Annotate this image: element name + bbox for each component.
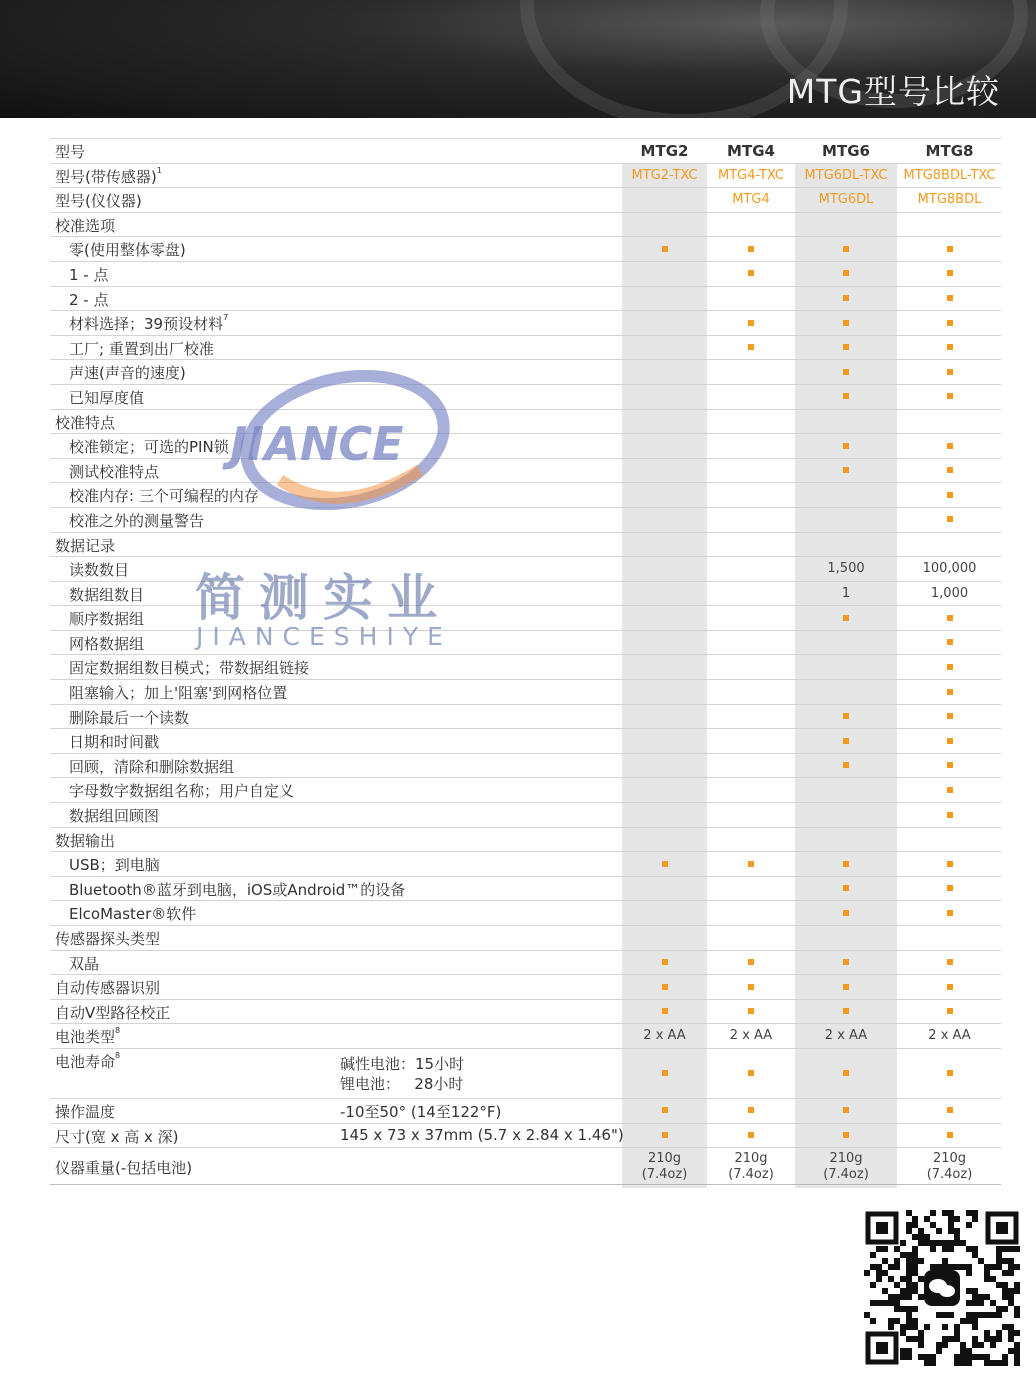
table-row — [50, 261, 1001, 286]
cell-empty — [622, 360, 707, 384]
row-label: 网格数据组 — [69, 634, 145, 653]
table-row — [50, 974, 1001, 999]
cell-value: MTG6DL-TXC — [804, 167, 888, 183]
col-header-mtg8: MTG8 — [925, 142, 974, 160]
cell-empty — [622, 778, 707, 802]
cell-empty — [795, 803, 897, 827]
op-temp-value: -10至50° (14至122°F) — [340, 1102, 502, 1121]
cell-dot — [795, 877, 897, 901]
cell-empty — [708, 828, 794, 852]
cell-dot — [708, 1124, 794, 1148]
cell-value: MTG6DL — [818, 192, 874, 208]
row-label: 顺序数据组 — [69, 610, 145, 629]
cell-empty — [622, 262, 707, 286]
cell-dot — [622, 975, 707, 999]
table-row — [50, 286, 1001, 311]
cell-empty — [622, 729, 707, 753]
cell-dot — [898, 1049, 1001, 1099]
table-row — [50, 900, 1001, 925]
cell-value: 2 x AA — [643, 1028, 686, 1044]
cell-dot — [708, 237, 794, 261]
table-row — [50, 950, 1001, 975]
cell-empty — [708, 434, 794, 458]
cell-empty — [622, 533, 707, 557]
cell-dot — [795, 852, 897, 876]
cell-dot — [898, 803, 1001, 827]
row-label: 1 - 点 — [69, 265, 109, 284]
cell-value: MTG4 — [732, 192, 770, 208]
cell-empty — [622, 926, 707, 950]
cell-empty — [622, 459, 707, 483]
cell-empty — [622, 508, 707, 532]
cell-empty — [622, 483, 707, 507]
cell-dot — [898, 975, 1001, 999]
cell-dot — [795, 606, 897, 630]
table-row — [50, 359, 1001, 384]
cell-value: MTG8BDL — [917, 192, 982, 208]
cell-dot — [708, 1099, 794, 1123]
cell-dot — [898, 311, 1001, 335]
cell-dot — [795, 975, 897, 999]
table-row — [50, 728, 1001, 753]
cell-dot — [898, 459, 1001, 483]
cell-empty — [795, 655, 897, 679]
cell-empty — [708, 606, 794, 630]
cell-dot — [898, 877, 1001, 901]
cell-empty — [708, 926, 794, 950]
table-row — [50, 630, 1001, 655]
row-label: 数据输出 — [55, 831, 116, 850]
watermark-en: JIANCESHIYE — [196, 622, 452, 651]
cell-dot — [795, 754, 897, 778]
watermark-cn: 简测实业 — [195, 569, 451, 627]
cell-empty — [622, 680, 707, 704]
row-label: 测试校准特点 — [69, 462, 160, 481]
cell-dot — [795, 336, 897, 360]
cell-empty — [795, 213, 897, 237]
cell-dot — [795, 1049, 897, 1099]
cell-empty — [622, 754, 707, 778]
row-label: 材料选择；39预设材料$^7$ — [69, 313, 229, 334]
cell-value: 1,000 — [930, 585, 969, 601]
cell-empty — [622, 705, 707, 729]
cell-empty — [708, 582, 794, 606]
row-label: 日期和时间戳 — [69, 733, 160, 752]
table-row — [50, 925, 1001, 950]
table-row — [50, 654, 1001, 679]
battery-life-row — [50, 1048, 1001, 1098]
cell-empty — [708, 533, 794, 557]
row-label: 工厂; 重置到出厂校准 — [69, 339, 214, 358]
cell-empty — [622, 803, 707, 827]
cell-empty — [622, 385, 707, 409]
header-label: 型号 — [55, 143, 86, 161]
row-label: 校准锁定；可选的PIN锁 — [69, 438, 229, 457]
table-row — [50, 827, 1001, 852]
cell-empty — [795, 680, 897, 704]
cell-dot — [795, 237, 897, 261]
table-row — [50, 876, 1001, 901]
cell-dot — [898, 778, 1001, 802]
cell-dot — [898, 237, 1001, 261]
row-label: 回顾，清除和删除数据组 — [69, 757, 235, 776]
cell-empty — [795, 828, 897, 852]
cell-dot — [795, 951, 897, 975]
cell-empty — [708, 655, 794, 679]
cell-empty — [708, 385, 794, 409]
cell-dot — [622, 1000, 707, 1024]
cell-dot — [898, 655, 1001, 679]
cell-dot — [708, 262, 794, 286]
cell-empty — [795, 508, 897, 532]
op-temp-label: 操作温度 — [55, 1102, 116, 1121]
row-label: USB；到电脑 — [69, 856, 160, 875]
cell-empty — [622, 901, 707, 925]
cell-dot — [898, 705, 1001, 729]
cell-value: 2 x AA — [729, 1028, 773, 1044]
row-label: 数据组回顾图 — [69, 807, 160, 826]
cell-value: MTG2-TXC — [631, 167, 698, 183]
row-label: 删除最后一个读数 — [69, 708, 190, 727]
table-row — [50, 482, 1001, 507]
row-label: 校准内存: 三个可编程的内存 — [69, 487, 259, 506]
battery-life-label: 电池寿命$^8$ — [55, 1050, 121, 1071]
cell-empty — [622, 410, 707, 434]
cell-empty — [622, 336, 707, 360]
watermark-logo-text: JIANCE — [230, 417, 404, 471]
cell-empty — [622, 213, 707, 237]
weight-row — [50, 1147, 1001, 1185]
weight-mtg4: 210g (7.4oz) — [728, 1151, 774, 1183]
table-row — [50, 236, 1001, 261]
cell-dot — [898, 360, 1001, 384]
table-row — [50, 704, 1001, 729]
cell-empty — [708, 459, 794, 483]
cell-empty — [708, 508, 794, 532]
row-label: 数据记录 — [55, 536, 116, 555]
cell-dot — [898, 262, 1001, 286]
cell-empty — [622, 434, 707, 458]
cell-empty — [708, 901, 794, 925]
cell-dot — [898, 901, 1001, 925]
table-row — [50, 802, 1001, 827]
row-label: 声速(声音的速度) — [69, 364, 186, 383]
size-label: 尺寸(宽 x 高 x 深) — [55, 1127, 179, 1146]
cell-dot — [622, 1049, 707, 1099]
row-label: 校准选项 — [55, 216, 116, 235]
wechat-icon — [924, 1270, 960, 1306]
table-row — [50, 384, 1001, 409]
cell-dot — [795, 385, 897, 409]
cell-empty — [622, 655, 707, 679]
cell-empty — [622, 287, 707, 311]
row-label: 传感器探头类型 — [55, 930, 161, 948]
table-row — [50, 605, 1001, 630]
row-label: 零(使用整体零盘) — [69, 241, 186, 260]
cell-empty — [708, 631, 794, 655]
cell-empty — [622, 877, 707, 901]
table-row — [50, 999, 1001, 1024]
comparison-table — [50, 138, 1001, 1185]
row-label: 型号(带传感器)$^1$ — [55, 165, 162, 186]
cell-value: 2 x AA — [928, 1028, 971, 1044]
cell-dot — [795, 1000, 897, 1024]
row-label: 自动传感器识别 — [55, 979, 161, 998]
cell-empty — [708, 803, 794, 827]
cell-empty — [622, 606, 707, 630]
row-label: 固定数据组数目模式；带数据组链接 — [69, 659, 310, 678]
cell-empty — [708, 557, 794, 581]
battery-life-alkaline: 碱性电池：15小时 — [340, 1054, 465, 1073]
row-label: Bluetooth®蓝牙到电脑，iOS或Android™的设备 — [69, 880, 406, 899]
row-label: 已知厚度值 — [69, 388, 145, 407]
cell-empty — [795, 410, 897, 434]
table-row — [50, 409, 1001, 434]
cell-dot — [898, 434, 1001, 458]
table-header-row — [50, 138, 1001, 163]
cell-dot — [708, 1000, 794, 1024]
cell-dot — [898, 754, 1001, 778]
cell-empty — [795, 631, 897, 655]
cell-dot — [795, 287, 897, 311]
cell-empty — [708, 877, 794, 901]
row-label: 自动V型路径校正 — [55, 1003, 171, 1022]
weight-label: 仪器重量(-包括电池) — [55, 1159, 193, 1178]
cell-empty — [622, 557, 707, 581]
cell-dot — [898, 606, 1001, 630]
table-row — [50, 163, 1001, 188]
cell-dot — [898, 729, 1001, 753]
col-header-mtg6: MTG6 — [822, 142, 870, 160]
size-value: 145 x 73 x 37mm (5.7 x 2.84 x 1.46") — [340, 1125, 624, 1144]
cell-dot — [898, 852, 1001, 876]
cell-dot — [898, 385, 1001, 409]
row-label: 校准特点 — [55, 413, 116, 432]
table-row — [50, 433, 1001, 458]
cell-empty — [795, 778, 897, 802]
cell-empty — [898, 926, 1001, 950]
cell-dot — [622, 1099, 707, 1123]
cell-empty — [622, 828, 707, 852]
size-row — [50, 1123, 1001, 1148]
table-row — [50, 212, 1001, 237]
cell-empty — [898, 213, 1001, 237]
cell-empty — [795, 926, 897, 950]
table-row — [50, 458, 1001, 483]
cell-empty — [898, 828, 1001, 852]
table-row — [50, 1023, 1001, 1048]
table-row — [50, 507, 1001, 532]
cell-dot — [622, 237, 707, 261]
cell-value: MTG8BDL-TXC — [903, 167, 996, 183]
weight-mtg8: 210g (7.4oz) — [926, 1151, 973, 1183]
cell-dot — [622, 951, 707, 975]
table-row — [50, 581, 1001, 606]
cell-empty — [795, 533, 897, 557]
cell-empty — [708, 778, 794, 802]
table-row — [50, 753, 1001, 778]
table-row — [50, 679, 1001, 704]
col-header-mtg2: MTG2 — [640, 142, 689, 160]
cell-dot — [708, 336, 794, 360]
cell-empty — [622, 582, 707, 606]
row-label: ElcoMaster®软件 — [69, 905, 197, 924]
page-title: MTG型号比较 — [786, 72, 1000, 111]
cell-dot — [898, 951, 1001, 975]
cell-dot — [898, 680, 1001, 704]
cell-empty — [708, 410, 794, 434]
cell-dot — [795, 360, 897, 384]
cell-dot — [795, 705, 897, 729]
cell-value: 2 x AA — [824, 1028, 868, 1044]
cell-value: MTG4-TXC — [718, 167, 784, 183]
cell-dot — [795, 729, 897, 753]
cell-empty — [708, 360, 794, 384]
cell-dot — [795, 311, 897, 335]
row-label: 型号(仪仪器) — [55, 192, 142, 211]
cell-value: 100,000 — [922, 561, 977, 577]
cell-dot — [898, 1099, 1001, 1123]
cell-dot — [898, 287, 1001, 311]
cell-dot — [795, 434, 897, 458]
table-row — [50, 335, 1001, 360]
cell-dot — [708, 1049, 794, 1099]
table-row — [50, 851, 1001, 876]
qr-code-icon — [864, 1210, 1020, 1366]
table-row — [50, 777, 1001, 802]
cell-empty — [622, 631, 707, 655]
row-label: 字母数字数据组名称；用户自定义 — [69, 782, 295, 801]
cell-empty — [708, 287, 794, 311]
cell-empty — [708, 729, 794, 753]
cell-dot — [898, 508, 1001, 532]
weight-mtg2: 210g (7.4oz) — [641, 1151, 688, 1183]
cell-empty — [708, 754, 794, 778]
cell-dot — [708, 852, 794, 876]
table-row — [50, 532, 1001, 557]
cell-empty — [795, 483, 897, 507]
cell-dot — [708, 975, 794, 999]
row-label: 阻塞输入；加上'阻塞'到网格位置 — [69, 684, 288, 703]
cell-empty — [708, 213, 794, 237]
cell-empty — [622, 311, 707, 335]
cell-value: 1 — [841, 585, 851, 601]
op-temp-row — [50, 1098, 1001, 1123]
table-row — [50, 187, 1001, 212]
row-label: 双晶 — [69, 954, 100, 973]
cell-empty — [898, 410, 1001, 434]
cell-empty — [708, 483, 794, 507]
battery-life-lithium: 锂电池： 28小时 — [340, 1074, 464, 1093]
table-row — [50, 310, 1001, 335]
row-label: 数据组数目 — [69, 585, 145, 604]
cell-dot — [795, 262, 897, 286]
cell-dot — [622, 1124, 707, 1148]
cell-dot — [898, 631, 1001, 655]
cell-dot — [795, 459, 897, 483]
row-label: 校准之外的测量警告 — [69, 511, 205, 530]
cell-dot — [795, 901, 897, 925]
cell-empty — [622, 188, 707, 212]
cell-empty — [898, 533, 1001, 557]
cell-dot — [898, 483, 1001, 507]
cell-dot — [898, 1124, 1001, 1148]
cell-empty — [708, 680, 794, 704]
cell-dot — [622, 852, 707, 876]
cell-dot — [795, 1124, 897, 1148]
cell-value: 1,500 — [827, 561, 865, 577]
cell-dot — [898, 336, 1001, 360]
table-row — [50, 556, 1001, 581]
cell-dot — [708, 311, 794, 335]
row-label: 2 - 点 — [69, 290, 109, 309]
header-banner — [0, 0, 1036, 118]
col-header-mtg4: MTG4 — [727, 142, 775, 160]
cell-dot — [898, 1000, 1001, 1024]
cell-dot — [708, 951, 794, 975]
row-label: 电池类型$^8$ — [55, 1026, 121, 1047]
weight-mtg6: 210g (7.4oz) — [823, 1151, 869, 1183]
row-label: 读数数目 — [69, 561, 130, 580]
cell-dot — [795, 1099, 897, 1123]
cell-empty — [708, 705, 794, 729]
